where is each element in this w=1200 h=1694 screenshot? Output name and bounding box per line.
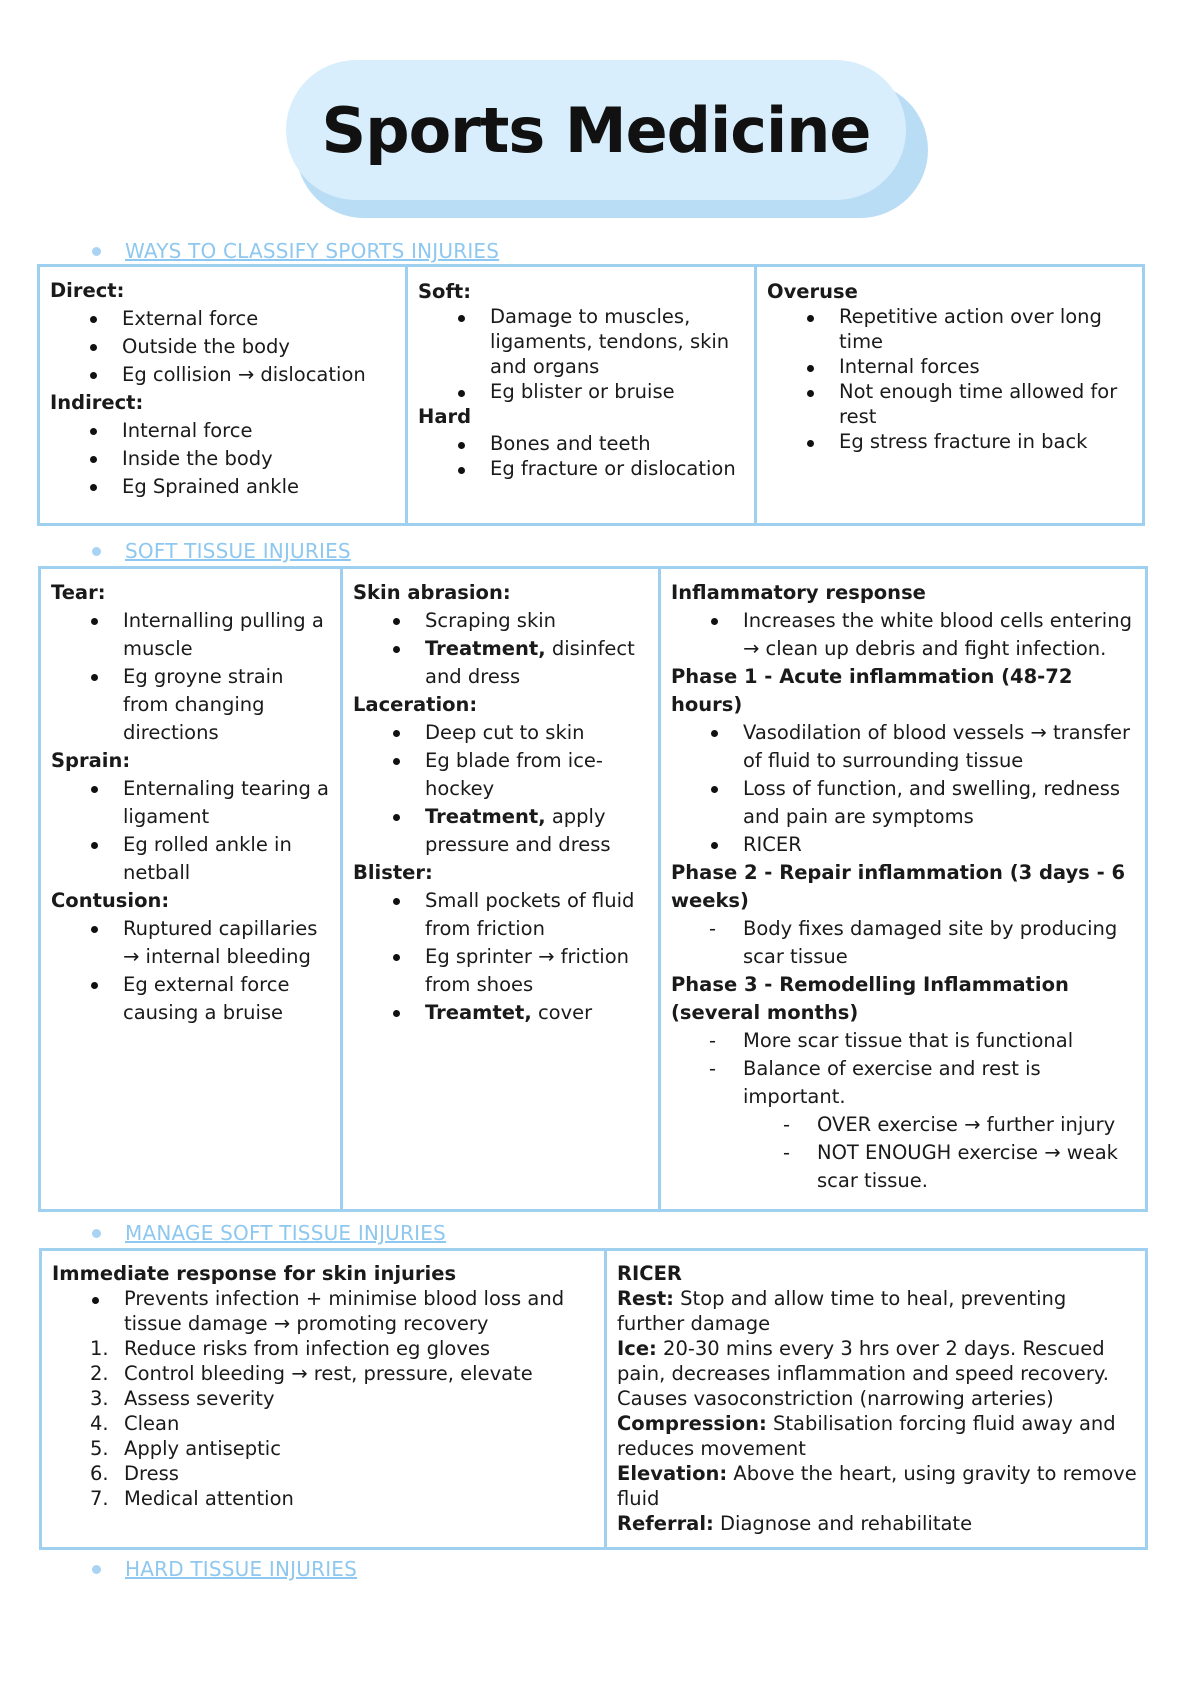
list-item: Eg rolled ankle in netball [51, 831, 332, 887]
ice-label: Ice: [617, 1337, 657, 1360]
list-item: RICER [671, 831, 1137, 859]
tear-heading: Tear: [51, 581, 106, 604]
list-item: Eg external force causing a bruise [51, 971, 332, 1027]
list-item: Eg fracture or dislocation [418, 456, 746, 481]
treatment-text: disinfect and dress [425, 637, 635, 688]
list-item [353, 999, 650, 1027]
manage-table [39, 1248, 1148, 1550]
step-text: Reduce risks from infection eg gloves [124, 1337, 491, 1360]
rest-label: Rest: [617, 1287, 674, 1310]
indirect-heading: Indirect: [50, 391, 144, 414]
list-item: Increases the white blood cells entering → clean up debris and fight infection. [671, 607, 1137, 663]
soft-hard-column [408, 267, 757, 523]
list-item: Inside the body [50, 445, 397, 473]
step-number: 7. [90, 1487, 109, 1510]
list-item: Internalling pulling a muscle [51, 607, 332, 663]
list-item [52, 1336, 596, 1361]
bullet-icon [92, 1565, 101, 1574]
step-number: 1. [90, 1337, 109, 1360]
list-item: - Balance of exercise and rest is important. [671, 1055, 1137, 1111]
treatment-label: Treamtet, [425, 1001, 532, 1024]
list-item: - More scar tissue that is functional [671, 1027, 1137, 1055]
ricer-compression [617, 1411, 1137, 1461]
title-banner [286, 60, 906, 200]
elevation-text: Above the heart, using gravity to remove fluid [617, 1462, 1137, 1510]
list-item: Not enough time allowed for rest [767, 379, 1134, 429]
step-number: 2. [90, 1362, 109, 1385]
step-text: Control bleeding → rest, pressure, elevate [124, 1362, 533, 1385]
step-text: Apply antiseptic [124, 1437, 281, 1460]
ricer-heading: RICER [617, 1262, 682, 1285]
list-item [52, 1461, 596, 1486]
list-item: Eg stress fracture in back [767, 429, 1134, 454]
contusion-heading: Contusion: [51, 889, 170, 912]
bullet-icon [92, 1229, 101, 1238]
list-item [52, 1436, 596, 1461]
ricer-elevation [617, 1461, 1137, 1511]
phase2-heading: Phase 2 - Repair inflammation (3 days - 6 weeks) [671, 861, 1126, 912]
ricer-referral [617, 1511, 1137, 1536]
phase1-heading: Phase 1 - Acute inflammation (48-72 hours) [671, 665, 1073, 716]
section-heading-soft-tissue [92, 538, 351, 564]
step-text: Assess severity [124, 1387, 275, 1410]
list-item: External force [50, 305, 397, 333]
referral-label: Referral: [617, 1512, 714, 1535]
page-title: Sports Medicine [321, 93, 871, 167]
elevation-label: Elevation: [617, 1462, 728, 1485]
step-number: 6. [90, 1462, 109, 1485]
treatment-text: cover [531, 1001, 593, 1024]
list-item: Repetitive action over long time [767, 304, 1134, 354]
list-item: Ruptured capillaries → internal bleeding [51, 915, 332, 971]
treatment-text: apply pressure and dress [425, 805, 611, 856]
ice-text: 20-30 mins every 3 hrs over 2 days. Rescued pain, decreases inflammation and speed recovery. Causes vasoconstriction (narrowing arteries) [617, 1337, 1109, 1410]
list-item [52, 1411, 596, 1436]
list-item: Internal force [50, 417, 397, 445]
compression-label: Compression: [617, 1412, 767, 1435]
immediate-heading: Immediate response for skin injuries [52, 1262, 457, 1285]
blister-heading: Blister: [353, 861, 433, 884]
sprain-heading: Sprain: [51, 749, 131, 772]
soft-heading: Soft: [418, 280, 472, 303]
section-heading-manage [92, 1220, 446, 1246]
list-item: - OVER exercise → further injury [671, 1111, 1137, 1139]
abrasion-heading: Skin abrasion: [353, 581, 511, 604]
list-item: Bones and teeth [418, 431, 746, 456]
ricer-rest [617, 1286, 1137, 1336]
list-item: - Body fixes damaged site by producing scar tissue [671, 915, 1137, 971]
list-item [353, 803, 650, 859]
step-number: 5. [90, 1437, 109, 1460]
referral-text: Diagnose and rehabilitate [713, 1512, 973, 1535]
inflammatory-response-column [661, 569, 1145, 1209]
compression-text: Stabilisation forcing fluid away and reduces movement [617, 1412, 1116, 1460]
bullet-icon [92, 547, 101, 556]
list-item: Outside the body [50, 333, 397, 361]
list-item: Vasodilation of blood vessels → transfer of fluid to surrounding tissue [671, 719, 1137, 775]
list-item: Eg blade from ice-hockey [353, 747, 650, 803]
step-text: Dress [124, 1462, 179, 1485]
section-heading-hard-tissue [92, 1556, 357, 1582]
classify-table [37, 264, 1145, 526]
step-text: Clean [124, 1412, 180, 1435]
list-item [353, 635, 650, 691]
overuse-heading: Overuse [767, 280, 858, 303]
list-item [52, 1486, 596, 1511]
list-item [52, 1361, 596, 1386]
section-title: MANAGE SOFT TISSUE INJURIES [125, 1221, 446, 1245]
list-item: Scraping skin [353, 607, 650, 635]
ricer-ice [617, 1336, 1137, 1411]
list-item: Eg collision → dislocation [50, 361, 397, 389]
ricer-column [607, 1251, 1145, 1547]
abrasion-laceration-blister-column [343, 569, 661, 1209]
list-item: Prevents infection + minimise blood loss and tissue damage → promoting recovery [52, 1286, 596, 1336]
list-item: - NOT ENOUGH exercise → weak scar tissue. [671, 1139, 1137, 1195]
direct-heading: Direct: [50, 279, 125, 302]
step-text: Medical attention [124, 1487, 294, 1510]
hard-heading: Hard [418, 405, 472, 428]
list-item: Enternaling tearing a ligament [51, 775, 332, 831]
soft-tissue-table [38, 566, 1148, 1212]
treatment-label: Treatment, [425, 637, 546, 660]
list-item: Eg groyne strain from changing directions [51, 663, 332, 747]
treatment-label: Treatment, [425, 805, 546, 828]
immediate-response-column [42, 1251, 607, 1547]
list-item: Eg blister or bruise [418, 379, 746, 404]
list-item: Deep cut to skin [353, 719, 650, 747]
direct-indirect-column [40, 267, 408, 523]
phase3-heading: Phase 3 - Remodelling Inflammation (several months) [671, 973, 1069, 1024]
section-title: SOFT TISSUE INJURIES [125, 539, 351, 563]
list-item [52, 1386, 596, 1411]
overuse-column [757, 267, 1142, 523]
list-item: Loss of function, and swelling, redness and pain are symptoms [671, 775, 1137, 831]
list-item: Internal forces [767, 354, 1134, 379]
list-item: Eg Sprained ankle [50, 473, 397, 501]
section-title: HARD TISSUE INJURIES [125, 1557, 358, 1581]
section-title: WAYS TO CLASSIFY SPORTS INJURIES [125, 239, 500, 263]
tear-sprain-contusion-column [41, 569, 343, 1209]
section-heading-classify [92, 238, 499, 264]
list-item: Damage to muscles, ligaments, tendons, skin and organs [418, 304, 746, 379]
list-item: Small pockets of fluid from friction [353, 887, 650, 943]
bullet-icon [92, 247, 101, 256]
step-number: 3. [90, 1387, 109, 1410]
rest-text: Stop and allow time to heal, preventing further damage [617, 1287, 1067, 1335]
laceration-heading: Laceration: [353, 693, 478, 716]
inflammatory-heading: Inflammatory response [671, 581, 926, 604]
list-item: Eg sprinter → friction from shoes [353, 943, 650, 999]
step-number: 4. [90, 1412, 109, 1435]
